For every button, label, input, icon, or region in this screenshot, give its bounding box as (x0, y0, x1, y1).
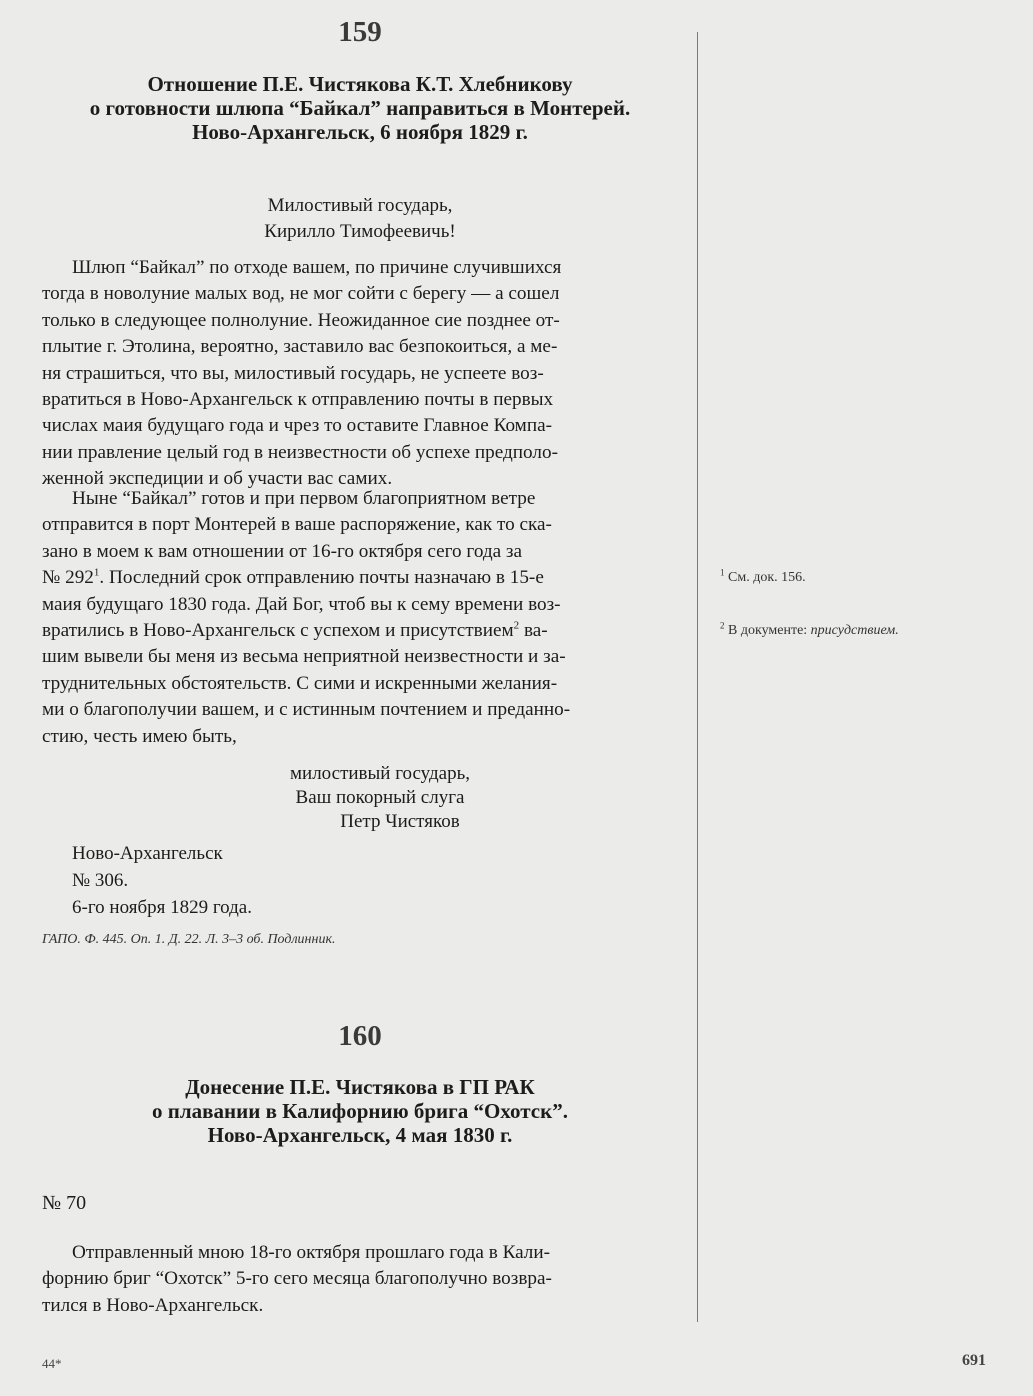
text-line: ня страшиться, что вы, милостивый государь, не успеете воз- (42, 362, 544, 384)
text-line: Отправленный мною 18-го октября прошлаго года в Кали- (72, 1242, 551, 1263)
place-line: Ново-Архангельск (72, 843, 223, 864)
title-line: о готовности шлюпа “Байкал” направиться в Монтерей. (89, 96, 631, 120)
place-line: № 306. (72, 870, 129, 891)
text-line: труднительных обстоятельств. С сими и искренными желания- (42, 672, 558, 694)
paragraph-doc160 (42, 1240, 678, 1319)
text-line: нии правление целый год в неизвестности об успехе предполо- (42, 441, 558, 463)
closing-line: милостивый государь, (290, 763, 470, 784)
text-line: форнию бриг “Охотск” 5-го сего месяца благополучно возвра- (42, 1268, 552, 1290)
archive-source: ГАПО. Ф. 445. Оп. 1. Д. 22. Л. 3–3 об. Подлинник. (42, 932, 336, 947)
title-line: Ново-Архангельск, 4 мая 1830 г. (207, 1123, 513, 1147)
title-line: о плавании в Калифорнию брига “Охотск”. (152, 1099, 568, 1123)
salutation-line: Милостивый государь, (267, 195, 453, 216)
text-line: зано в моем к вам отношении от 16-го октября сего года за (42, 540, 523, 562)
reference-number: № 70 (42, 1192, 87, 1214)
text-line: стию, честь имею быть, (42, 725, 237, 747)
column-divider (697, 32, 698, 1322)
text-line: Шлюп “Байкал” по отходе вашем, по причине случившихся (72, 257, 562, 278)
paragraph-2 (42, 486, 678, 750)
text-line: шим вывели бы меня из весьма неприятной неизвестности и за- (42, 646, 566, 668)
closing-line: Петр Чистяков (340, 811, 460, 832)
document-number-159: 159 (338, 16, 382, 48)
text-line: числах маия будущаго года и чрез то оставите Главное Компа- (42, 415, 552, 437)
footnote-text: В документе: (728, 623, 808, 638)
text-line: маия будущаго 1830 года. Дай Бог, чтоб вы к сему времени воз- (42, 593, 561, 615)
text-line: Ныне “Байкал” готов и при первом благоприятном ветре (72, 488, 536, 509)
document-title-160 (42, 1075, 678, 1147)
signature-mark: 44* (42, 1356, 62, 1371)
text-line: вратиться в Ново-Архангельск к отправлению почты в первых (42, 389, 554, 411)
text-line: плытие г. Этолина, вероятно, заставило вас безпокоиться, а ме- (42, 336, 558, 358)
text-line: только в следующее полнолуние. Неожиданное сие позднее от- (42, 309, 560, 331)
document-number-160: 160 (338, 1020, 382, 1052)
text-line: вратились в Ново-Архангельск с успехом и присутствием$^2$ ва- (42, 619, 548, 642)
footnote-number: 2 (720, 620, 725, 631)
text-line: № $292^1$. Последний срок отправлению почты назначаю в 15-е (42, 566, 544, 589)
paragraph-1 (42, 255, 678, 493)
footnote-italic-word: присудствием. (810, 623, 899, 638)
footnote-ref-2: 2 (513, 619, 520, 632)
place-and-date (72, 842, 252, 920)
place-line: 6-го ноября 1829 года. (72, 897, 252, 918)
title-line: Донесение П.Е. Чистякова в ГП РАК (185, 1075, 535, 1099)
footnote-text: См. док. 156. (728, 570, 806, 585)
salutation (42, 193, 678, 245)
footnote-2 (720, 620, 899, 639)
text-line: ми о благополучии вашем, и с истинным почтением и преданно- (42, 699, 571, 721)
document-title-159 (42, 72, 678, 144)
title-line: Ново-Архангельск, 6 ноября 1829 г. (192, 120, 528, 144)
page-number: 691 (962, 1352, 986, 1369)
footnote-ref-1: 1 (93, 566, 100, 579)
footnote-number: 1 (720, 567, 725, 578)
footnote-1 (720, 567, 806, 586)
closing-signature (62, 762, 698, 834)
salutation-line: Кирилло Тимофеевичь! (264, 221, 456, 242)
title-line: Отношение П.Е. Чистякова К.Т. Хлебникову (147, 72, 573, 96)
closing-line: Ваш покорный слуга (295, 787, 465, 808)
text-line: отправится в порт Монтерей в ваше распоряжение, как то ска- (42, 514, 552, 536)
text-line: женной экспедиции и об участи вас самих. (42, 468, 393, 490)
text-line: тился в Ново-Архангельск. (42, 1294, 264, 1316)
text-line: тогда в новолуние малых вод, не мог сойти с берегу — а сошел (42, 283, 560, 305)
